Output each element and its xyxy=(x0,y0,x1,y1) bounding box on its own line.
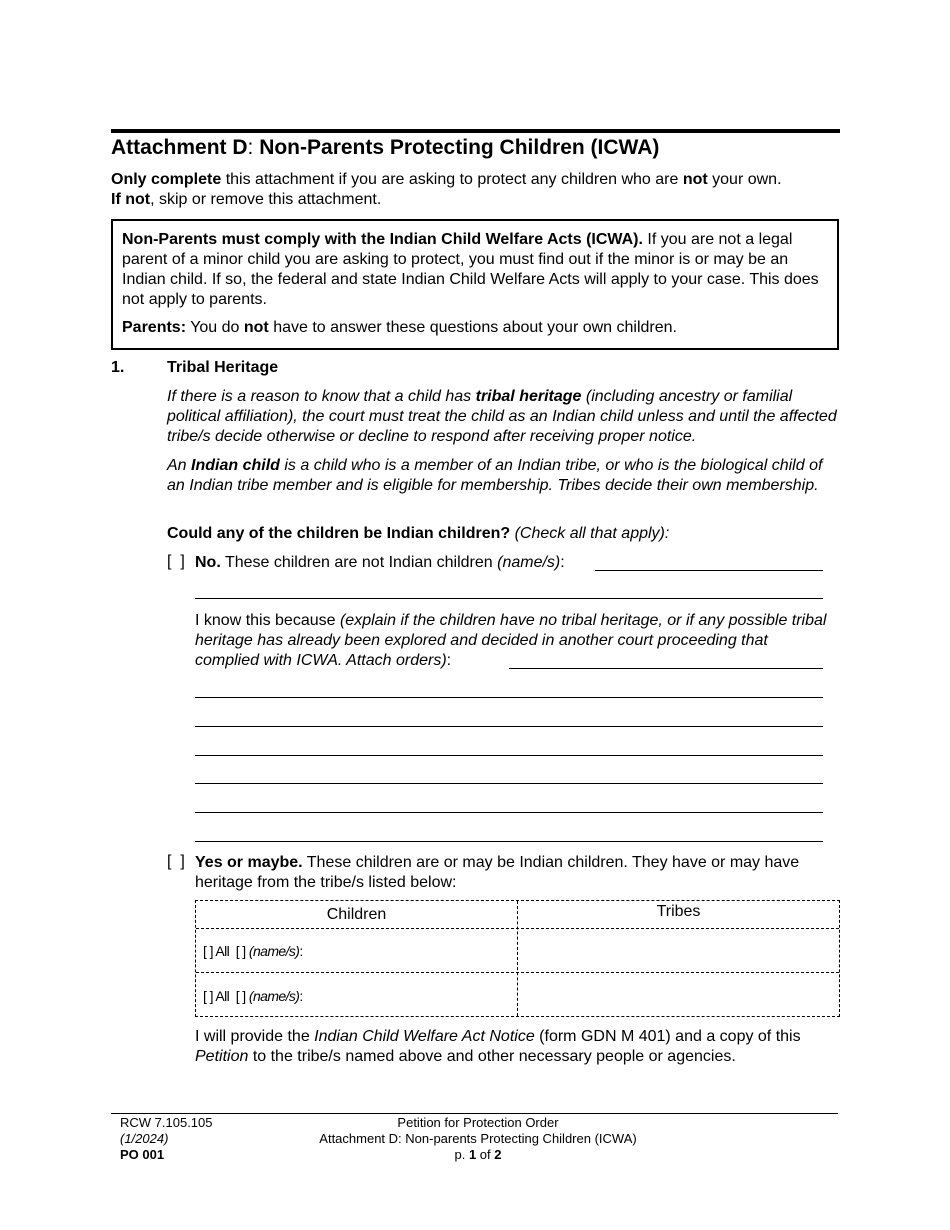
children-tribes-table xyxy=(195,900,840,1017)
table-row-divider xyxy=(196,972,839,973)
footer-left xyxy=(120,1115,213,1163)
tribal-heritage-paragraph: If there is a reason to know that a child has tribal heritage (including ancestry or familial political affiliation), the court must treat the child as an Indian child unless and until the affected tribe/s decide otherwise or decline to respond after receiving proper notice. xyxy=(167,388,837,445)
section-heading: Tribal Heritage xyxy=(167,359,279,376)
yes-maybe-option-label: Yes or maybe. These children are or may be Indian children. They have or may have heritage from the tribe/s listed below: xyxy=(195,854,800,891)
notice-paragraph: Non-Parents must comply with the Indian Child Welfare Acts (ICWA). If you are not a legal parent of a minor child you are asking to protect, you must find out if the minor is or may be an Indian child. If so, the federal and state Indian Child Welfare Acts will apply to your case. This does not apply to parents. xyxy=(122,231,819,308)
intro-text: Only complete this attachment if you are asking to protect any children who are not your own. If not, skip or remove this attachment. xyxy=(111,171,782,208)
no-names-field[interactable] xyxy=(595,570,823,571)
know-because-text: I know this because (explain if the children have no tribal heritage, or if any possible tribal heritage has already been explored and decided in another court proceeding that complied with ICWA. Attach orders): xyxy=(195,612,827,669)
table-row[interactable]: [ ] All [ ] (name/s): xyxy=(203,988,303,1004)
icwa-notice-box xyxy=(111,219,839,350)
attachment-title: Attachment D: Non-parents Protecting Children (ICWA) xyxy=(319,1131,637,1146)
explanation-line[interactable] xyxy=(195,755,823,756)
title-rule xyxy=(111,129,840,133)
footer-rule xyxy=(111,1113,838,1114)
page-number: p. 1 of 2 xyxy=(454,1147,502,1162)
explanation-line[interactable] xyxy=(195,841,823,842)
tribes-column-header: Tribes xyxy=(656,903,701,920)
yes-maybe-checkbox[interactable]: [ ] xyxy=(167,853,185,870)
explanation-line[interactable] xyxy=(195,783,823,784)
table-row-divider xyxy=(196,928,839,929)
notice-provision-text: I will provide the Indian Child Welfare Act Notice (form GDN M 401) and a copy of this Petition to the tribe/s named above and other necessary people or agencies. xyxy=(195,1028,801,1065)
form-date: (1/2024) xyxy=(120,1131,169,1146)
explanation-line[interactable] xyxy=(195,726,823,727)
page-title: Attachment D: Non-Parents Protecting Children (ICWA) xyxy=(111,136,660,159)
question-text: Could any of the children be Indian children? (Check all that apply): xyxy=(167,525,670,542)
table-row[interactable]: [ ] All [ ] (name/s): xyxy=(203,943,303,959)
no-option-label: No. These children are not Indian children (name/s): xyxy=(195,554,565,571)
footer-center xyxy=(278,1115,678,1163)
no-checkbox[interactable]: [ ] xyxy=(167,553,185,570)
form-number: PO 001 xyxy=(120,1147,165,1162)
section-number: 1. xyxy=(111,359,125,376)
explanation-field[interactable] xyxy=(509,668,823,669)
indian-child-definition: An Indian child is a child who is a member of an Indian tribe, or who is the biological child of an Indian tribe member and is eligible for membership. Tribes decide their own membership. xyxy=(167,457,823,494)
form-title: Petition for Protection Order xyxy=(397,1115,559,1130)
rcw-citation: RCW 7.105.105 xyxy=(120,1115,213,1130)
explanation-line[interactable] xyxy=(195,697,823,698)
children-column-header: Children xyxy=(326,906,387,923)
parents-note: Parents: You do not have to answer these questions about your own children. xyxy=(122,319,677,336)
no-names-field-line-2[interactable] xyxy=(195,598,823,599)
explanation-line[interactable] xyxy=(195,812,823,813)
